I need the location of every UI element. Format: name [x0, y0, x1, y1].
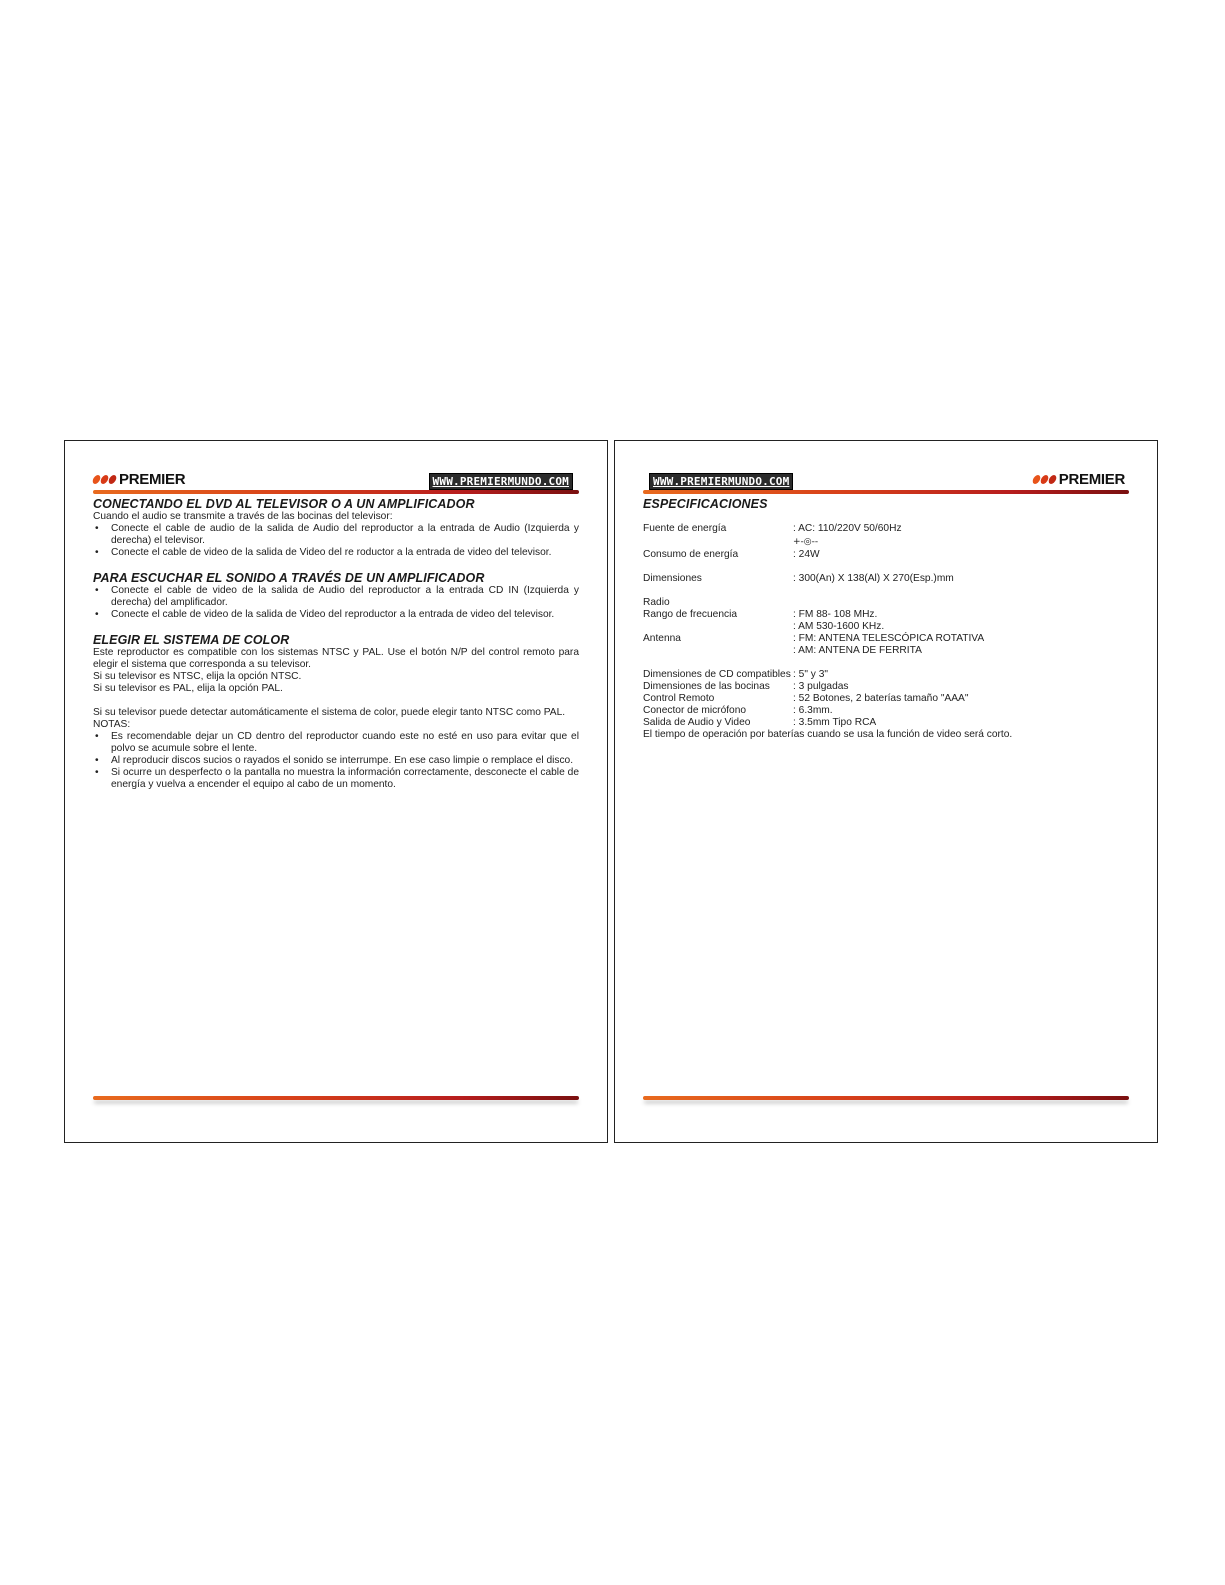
header-divider [643, 490, 1129, 494]
section-intro: Cuando el audio se transmite a través de las bocinas del televisor: [93, 511, 393, 522]
list-item: • Conecte el cable de video de la salida de Video del reproductor a la entrada de video del televisor. [93, 609, 579, 621]
table-row [643, 669, 1129, 681]
spec-value: : 6.3mm. [793, 705, 833, 716]
specs-table [643, 523, 1129, 729]
paragraph: Este reproductor es compatible con los sistemas NTSC y PAL. Use el botón N/P del control remoto para elegir el sistema que corresponda a su televisor. [93, 647, 579, 670]
page-header [643, 471, 1129, 493]
table-row [643, 549, 1129, 561]
bullet-list [93, 523, 579, 559]
section-title: ELEGIR EL SISTEMA DE COLOR [93, 633, 290, 647]
spec-value: : FM 88- 108 MHz. [793, 609, 878, 620]
table-row [643, 523, 1129, 535]
spec-label: Radio [643, 597, 670, 608]
website-link[interactable]: WWW.PREMIERMUNDO.COM [429, 473, 573, 490]
spec-label: Salida de Audio y Video [643, 717, 751, 728]
spec-label: Fuente de energía [643, 523, 727, 534]
table-row [643, 693, 1129, 705]
spec-value: : 24W [793, 549, 820, 560]
page-content [643, 497, 1129, 741]
spec-label: Dimensiones de CD compatibles [643, 669, 791, 680]
spec-value: : 52 Botones, 2 baterías tamaño "AAA" [793, 693, 969, 704]
logo-dots-icon [1033, 475, 1056, 484]
table-row [643, 621, 1129, 633]
spec-label: Rango de frecuencia [643, 609, 738, 620]
logo-text: PREMIER [119, 471, 186, 488]
footer-divider [643, 1096, 1129, 1100]
table-row [643, 535, 1129, 549]
premier-logo [93, 471, 185, 488]
spec-label: Dimensiones de las bocinas [643, 681, 770, 692]
list-item: • Al reproducir discos sucios o rayados el sonido se interrumpe. En ese caso limpie o remplace el disco. [93, 755, 579, 767]
bullet-list [93, 585, 579, 621]
battery-note: El tiempo de operación por baterías cuando se usa la función de video será corto. [643, 729, 1013, 740]
manual-page-right [614, 440, 1158, 1143]
table-row [643, 645, 1129, 657]
paragraph: Si su televisor es NTSC, elija la opción NTSC. [93, 671, 302, 682]
section-title: CONECTANDO EL DVD AL TELEVISOR O A UN AMPLIFICADOR [93, 497, 475, 511]
paragraph: Si su televisor puede detectar automáticamente el sistema de color, puede elegir tanto NTSC como PAL. [93, 707, 566, 718]
spec-label: Antenna [643, 633, 681, 644]
spec-value: : 3 pulgadas [793, 681, 849, 692]
spec-label: Dimensiones [643, 573, 702, 584]
website-link[interactable]: WWW.PREMIERMUNDO.COM [649, 473, 793, 490]
manual-page-left [64, 440, 608, 1143]
list-item: • Conecte el cable de audio de la salida de Audio del reproductor a la entrada de Audio (Izquierda y derecha) el televisor. [93, 523, 579, 547]
spec-value: : AM: ANTENA DE FERRITA [793, 645, 922, 656]
spec-value: : 3.5mm Tipo RCA [793, 717, 877, 728]
spec-value: : AC: 110/220V 50/60Hz [793, 523, 902, 534]
table-row [643, 597, 1129, 609]
table-row [643, 609, 1129, 621]
spec-value: : 300(An) X 138(Al) X 270(Esp.)mm [793, 573, 954, 584]
list-item: • Conecte el cable de video de la salida de Audio del reproductor a la entrada CD IN (Izquierda y derecha) del amplificador. [93, 585, 579, 609]
spec-value: : AM 530-1600 KHz. [793, 621, 885, 632]
list-item: • Si ocurre un desperfecto o la pantalla no muestra la información correctamente, desconecte el cable de energía y vuelva a encender el equipo al cabo de un momento. [93, 767, 579, 791]
spec-value: : 5" y 3" [793, 669, 828, 680]
spec-value: : FM: ANTENA TELESCÓPICA ROTATIVA [793, 633, 985, 644]
premier-logo [1033, 471, 1125, 488]
logo-text: PREMIER [1058, 471, 1125, 488]
dc-polarity-icon: +-◎-- [793, 537, 819, 547]
table-row [643, 573, 1129, 585]
section-title: PARA ESCUCHAR EL SONIDO A TRAVÉS DE UN AMPLIFICADOR [93, 571, 485, 585]
spec-label: Control Remoto [643, 693, 715, 704]
page-content [93, 497, 579, 791]
page-title: ESPECIFICACIONES [643, 497, 768, 511]
page-header [93, 471, 579, 493]
list-item: • Conecte el cable de video de la salida de Video del re roductor a la entrada de video del televisor. [93, 547, 579, 559]
table-row [643, 633, 1129, 645]
notes-list [93, 731, 579, 791]
spec-label: Conector de micrófono [643, 705, 747, 716]
paragraph: Si su televisor es PAL, elija la opción PAL. [93, 683, 283, 694]
logo-dots-icon [93, 475, 116, 484]
header-divider [93, 490, 579, 494]
list-item: • Es recomendable dejar un CD dentro del reproductor cuando este no esté en uso para evitar que el polvo se acumule sobre el lente. [93, 731, 579, 755]
table-row [643, 717, 1129, 729]
spec-label: Consumo de energía [643, 549, 739, 560]
footer-divider [93, 1096, 579, 1100]
table-row [643, 681, 1129, 693]
table-row [643, 705, 1129, 717]
notes-label: NOTAS: [93, 719, 131, 730]
